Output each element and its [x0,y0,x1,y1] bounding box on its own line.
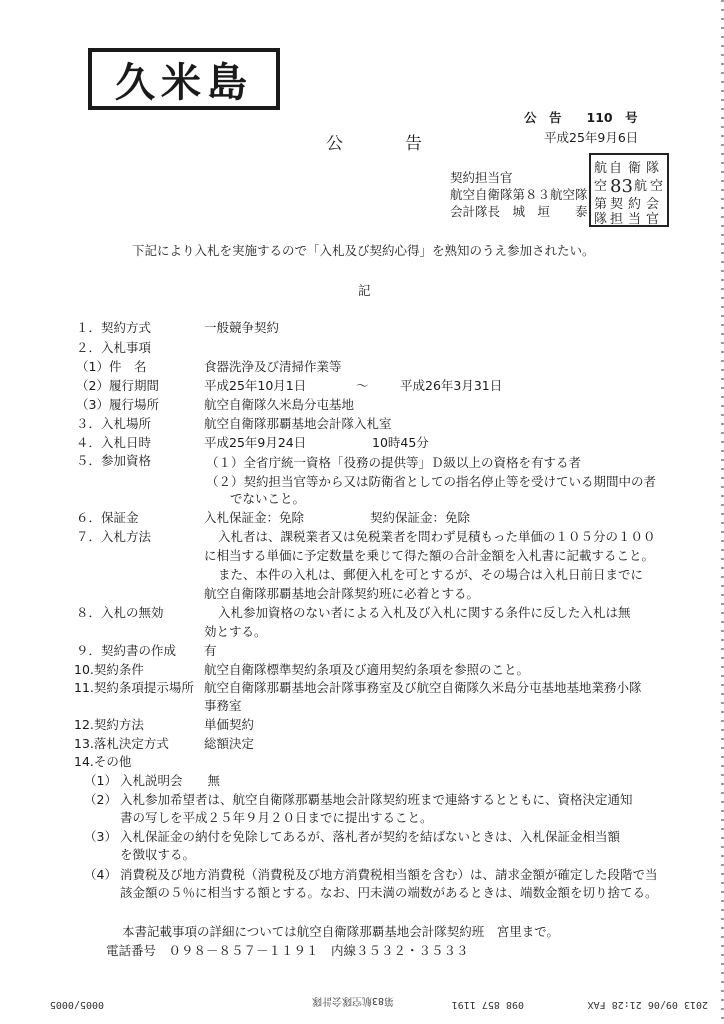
svg-text:会: 会 [646,197,660,212]
item-10-label: 10.契約条件 [74,662,144,677]
item-5-line3: でないこと。 [230,491,306,506]
other-3-num: （3） [84,829,117,844]
item-4-label: ４．入札日時 [76,435,152,450]
item-7-label: ７．入札方法 [76,529,152,544]
item-7-line2: に相当する単価に予定数量を乗じて得た額の合計金額を入札書に記載すること。 [204,548,655,563]
svg-text:空: 空 [650,179,664,194]
svg-text:約: 約 [628,197,642,212]
item-13-label: 13.落札決定方式 [74,736,169,751]
signatory-name: 会計隊長 城 垣 泰 [450,204,588,219]
svg-text:契: 契 [610,197,624,212]
intro-text: 下記により入札を実施するので「入札及び契約心得」を熟知のうえ参加されたい。 [132,243,595,258]
item-9-value: 有 [204,643,217,658]
ki-heading: 記 [358,283,371,298]
item-12-label: 12.契約方法 [74,717,144,732]
item-6-label: ６．保証金 [76,510,139,525]
other-2-line1: 入札参加希望者は、航空自衛隊那覇基地会計隊契約班まで連絡するとともに、資格決定通知 [120,792,633,807]
fax-sender: 第83航空隊会計隊 [311,995,394,1006]
svg-text:衛: 衛 [628,161,642,176]
item-3-label: ３．入札場所 [76,416,152,431]
item-8-label: ８．入札の無効 [76,605,164,620]
item-5-line1: （１）全省庁統一資格「役務の提供等」Ｄ級以上の資格を有する者 [206,455,582,470]
item-5-label: ５．参加資格 [76,453,152,468]
item-8-line2: 効とする。 [204,624,267,639]
other-1-num: （1） [84,773,117,788]
svg-text:隊: 隊 [594,212,608,227]
svg-text:担: 担 [610,212,624,227]
signatory-title: 契約担当官 [450,170,513,185]
other-3-line1: 入札保証金の納付を免除してあるが、落札者が契約を結ばないときは、入札保証金相当額 [120,829,621,844]
item-7-line1: 入札者は、課税業者又は免税業者を問わず見積もった単価の１０５分の１００ [218,529,656,544]
item-2a-value: 食器洗浄及び清掃作業等 [204,359,342,374]
official-seal [588,152,670,228]
item-2b-sep: ～ [356,378,369,393]
item-8-line1: 入札参加資格のない者による入札及び入札に関する条件に反した入札は無 [218,605,631,620]
notice-number: 公 告 110 号 [524,110,638,125]
item-13-value: 総額決定 [204,736,255,751]
item-3-value: 航空自衛隊那覇基地会計隊入札室 [204,416,392,431]
item-4-time: 10時45分 [372,435,429,450]
item-4-date: 平成25年9月24日 [204,435,307,450]
other-2-num: （2） [84,792,117,807]
item-6-bid-bond: 入札保証金：免除 [204,510,305,525]
item-1-label: １．契約方式 [76,320,152,335]
item-11-label: 11.契約条項提示場所 [74,680,194,695]
item-14-label: 14.その他 [74,754,132,769]
item-2b-to: 平成26年3月31日 [400,378,503,393]
svg-text:当: 当 [628,212,642,227]
notice-date: 平成25年9月6日 [544,130,639,145]
other-4-line2: 該金額の５％に相当する額とする。なお、円未満の端数があるときは、端数金額を切り捨てる。 [120,885,658,900]
other-3-line2: を徴収する。 [120,847,196,862]
svg-text:航: 航 [634,179,648,194]
item-10-value: 航空自衛隊標準契約条項及び適用契約条項を参照のこと。 [204,662,530,677]
svg-text:第: 第 [594,197,608,212]
item-2a-label: （1）件 名 [76,359,147,374]
other-4-num: （4） [84,867,117,882]
item-2c-value: 航空自衛隊久米島分屯基地 [204,397,355,412]
other-2-line2: 書の写しを平成２５年９月２０日までに提出すること。 [120,810,433,825]
svg-text:官: 官 [646,212,660,227]
svg-text:航: 航 [594,161,608,176]
fax-number: 098 857 1191 [451,999,524,1010]
page-title: 公告 [326,134,484,154]
item-2c-label: （3）履行場所 [76,397,159,412]
svg-text:隊: 隊 [646,161,660,176]
contact-text: 本書記載事項の詳細については航空自衛隊那覇基地会計隊契約班 宮里まで。 [122,924,560,939]
item-12-value: 単価契約 [204,717,255,732]
other-4-line1: 消費税及び地方消費税（消費税及び地方消費税相当額を含む）は、請求金額が確定した段階で当 [120,867,658,882]
fax-header-rotated [0,992,724,1016]
item-7-line3: また、本件の入札は、郵便入札を可とするが、その場合は入札日前日までに [218,567,644,582]
item-5-line2: （２）契約担当官等から又は防衛省としての指名停止等を受けている期間中の者 [206,474,657,489]
item-2b-from: 平成25年10月1日 [204,378,307,393]
location-stamp [88,48,280,110]
fax-page: 0005/0005 [49,999,104,1010]
item-2b-label: （2）履行期間 [76,378,159,393]
item-11-line1: 航空自衛隊那覇基地会計隊事務室及び航空自衛隊久米島分屯基地基地業務小隊 [204,680,642,695]
item-2-label: ２．入札事項 [76,340,152,355]
item-7-line4: 航空自衛隊那覇基地会計隊契約班に必着とする。 [204,586,480,601]
item-1-value: 一般競争契約 [204,320,280,335]
item-11-line2: 事務室 [204,698,242,713]
item-6-contract-bond: 契約保証金：免除 [370,510,471,525]
item-9-label: ９．契約書の作成 [76,643,177,658]
contact-phone: 電話番号 ０９８－８５７－１１９１ 内線３５３２・３５３３ [106,943,469,958]
other-1-text: 入札説明会 無 [120,773,221,788]
fax-datetime: 2013 09/06 21:28 FAX [587,999,708,1010]
location-stamp-text: 久米島 [115,58,253,106]
svg-text:自: 自 [609,161,623,176]
svg-text:83: 83 [610,176,633,197]
signatory-unit: 航空自衛隊第８３航空隊 [450,187,588,202]
svg-text:空: 空 [594,179,608,194]
